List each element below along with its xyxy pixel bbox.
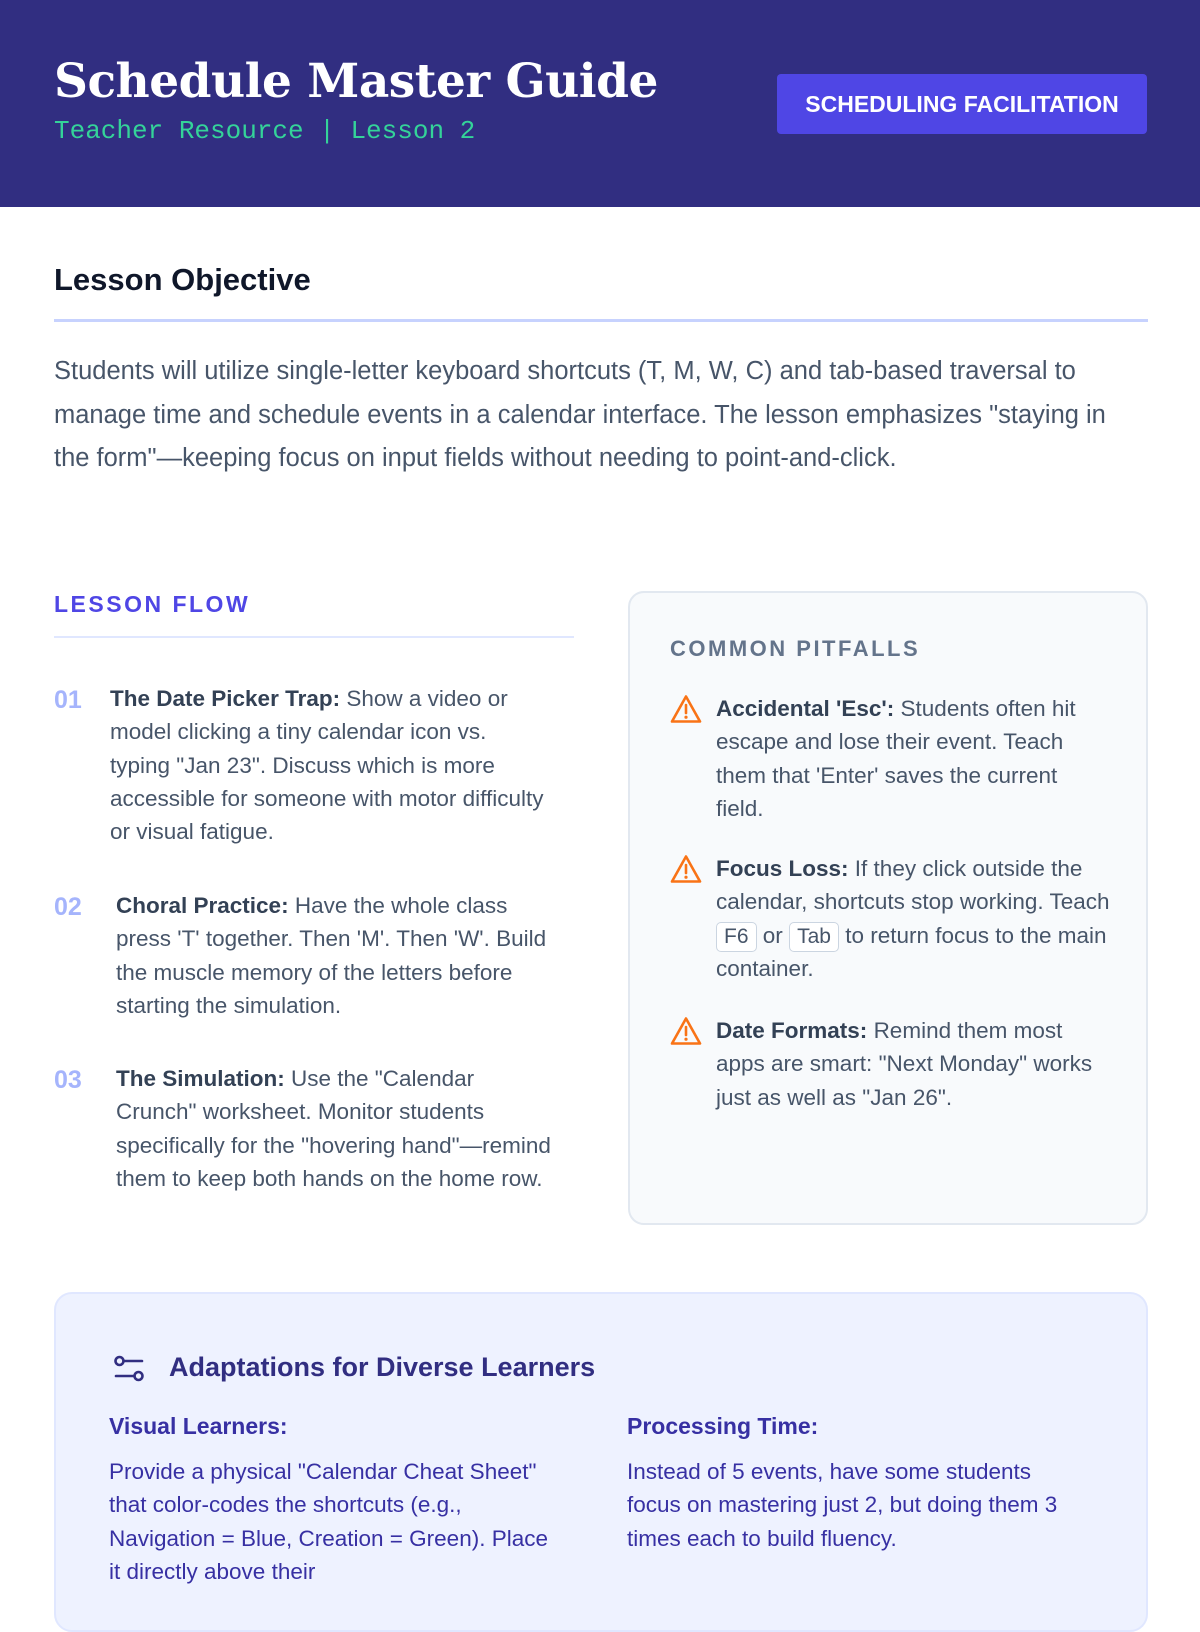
page-subtitle: Teacher Resource | Lesson 2 bbox=[54, 116, 476, 146]
lesson-flow-divider bbox=[54, 636, 574, 638]
page-title: Schedule Master Guide bbox=[54, 54, 658, 109]
step-title: Choral Practice: bbox=[116, 893, 289, 918]
adaptations-heading: Adaptations for Diverse Learners bbox=[169, 1352, 596, 1382]
pitfall-text bbox=[716, 692, 1106, 825]
objective-heading: Lesson Objective bbox=[54, 262, 311, 297]
step-title: The Date Picker Trap: bbox=[110, 686, 341, 711]
adjustments-icon bbox=[112, 1352, 146, 1386]
step-text bbox=[110, 682, 550, 848]
key-f6: F6 bbox=[716, 922, 757, 952]
adaptation-processing bbox=[627, 1413, 1067, 1555]
pitfall-description: If they click outside the calendar, shortcuts stop working. Teach bbox=[716, 856, 1110, 915]
pitfall-description: Students often hit escape and lose their event. Teach them that 'Enter' saves the current field. bbox=[716, 696, 1076, 821]
pitfalls-heading: COMMON PITFALLS bbox=[670, 636, 921, 661]
lesson-flow-heading: LESSON FLOW bbox=[54, 591, 251, 617]
step-text bbox=[116, 889, 550, 1022]
adaptation-text: Provide a physical "Calendar Cheat Sheet" that color-codes the shortcuts (e.g., Navigation = Blue, Creation = Green). Place it directly above their bbox=[109, 1459, 548, 1584]
adaptation-title: Processing Time: bbox=[627, 1413, 819, 1439]
warning-icon bbox=[670, 694, 702, 724]
pitfall-title: Date Formats: bbox=[716, 1018, 868, 1043]
step-number: 02 bbox=[54, 893, 82, 921]
objective-text: Students will utilize single-letter keyboard shortcuts (T, M, W, C) and tab-based traversal to manage time and schedule events in a calendar interface. The lesson emphasizes "staying in the form"—keeping focus on input fields without needing to point-and-click. bbox=[54, 357, 1106, 472]
step-title: The Simulation: bbox=[116, 1066, 285, 1091]
step-number: 01 bbox=[54, 686, 82, 714]
pitfall-title: Focus Loss: bbox=[716, 856, 849, 881]
warning-icon bbox=[670, 1016, 702, 1046]
objective-divider bbox=[54, 319, 1148, 322]
adaptation-text: Instead of 5 events, have some students focus on mastering just 2, but doing them 3 times each to build fluency. bbox=[627, 1459, 1058, 1551]
step-description: Have the whole class press 'T' together. Then 'M'. Then 'W'. Build the muscle memory of the letters before starting the simulation. bbox=[116, 893, 547, 1018]
pitfall-description: Remind them most apps are smart: "Next Monday" works just as well as "Jan 26". bbox=[716, 1018, 1093, 1110]
pitfall-title: Accidental 'Esc': bbox=[716, 696, 895, 721]
step-description: Show a video or model clicking a tiny calendar icon vs. typing "Jan 23". Discuss which is more accessible for someone with motor difficulty or visual fatigue. bbox=[110, 686, 544, 845]
adaptation-title: Visual Learners: bbox=[109, 1413, 288, 1439]
adaptation-visual bbox=[109, 1413, 549, 1588]
pitfall-connector: or bbox=[762, 922, 783, 948]
step-number: 03 bbox=[54, 1066, 82, 1094]
pitfall-text bbox=[716, 1014, 1106, 1114]
warning-icon bbox=[670, 854, 702, 884]
header-banner bbox=[0, 0, 1200, 207]
step-text bbox=[116, 1062, 554, 1195]
key-tab: Tab bbox=[789, 922, 839, 952]
step-description: Use the "Calendar Crunch" worksheet. Monitor students specifically for the "hovering hand"—remind them to keep both hands on the home row. bbox=[116, 1066, 551, 1191]
pitfall-text bbox=[716, 852, 1116, 985]
pitfall-description-end: to return focus to the main container. bbox=[716, 922, 1107, 981]
category-badge: SCHEDULING FACILITATION bbox=[777, 74, 1147, 134]
